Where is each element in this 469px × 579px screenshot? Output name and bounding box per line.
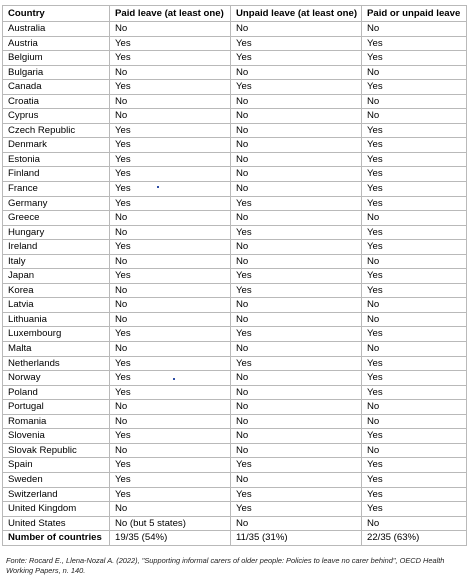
unpaid-leave-cell: Yes — [231, 487, 362, 502]
unpaid-leave-cell: No — [231, 152, 362, 167]
header-paid-or-unpaid: Paid or unpaid leave — [362, 6, 467, 22]
paid-or-unpaid-cell: No — [362, 22, 467, 37]
leave-policy-table — [2, 5, 467, 546]
unpaid-leave-cell: No — [231, 371, 362, 386]
total-value: 22/35 (63%) — [362, 531, 467, 546]
paid-leave-cell: Yes — [110, 371, 231, 386]
paid-or-unpaid-cell: Yes — [362, 182, 467, 197]
unpaid-leave-cell: No — [231, 312, 362, 327]
table-row — [3, 94, 467, 109]
paid-or-unpaid-cell: Yes — [362, 429, 467, 444]
unpaid-leave-cell: No — [231, 109, 362, 124]
paid-leave-cell: Yes — [110, 385, 231, 400]
unpaid-leave-cell: No — [231, 298, 362, 313]
paid-or-unpaid-cell: Yes — [362, 167, 467, 182]
country-cell: Norway — [3, 371, 110, 386]
table-row — [3, 414, 467, 429]
unpaid-leave-cell: No — [231, 211, 362, 226]
paid-leave-cell: Yes — [110, 487, 231, 502]
source-note: Fonte: Rocard E., Llena-Nozal A. (2022), "Supporting informal carers of older people: Policies to leave no carer behind", OECD Health Working Papers, n. 140. — [6, 556, 445, 575]
unpaid-leave-cell: No — [231, 443, 362, 458]
table-row — [3, 312, 467, 327]
table-row — [3, 65, 467, 80]
paid-or-unpaid-cell: Yes — [362, 138, 467, 153]
country-cell: Canada — [3, 80, 110, 95]
unpaid-leave-cell: Yes — [231, 458, 362, 473]
table-row — [3, 342, 467, 357]
paid-leave-cell: Yes — [110, 36, 231, 51]
total-label: Number of countries — [3, 531, 110, 546]
paid-leave-cell: Yes — [110, 327, 231, 342]
country-cell: Korea — [3, 283, 110, 298]
table-row — [3, 225, 467, 240]
table-row — [3, 138, 467, 153]
country-cell: Netherlands — [3, 356, 110, 371]
paid-leave-cell: No — [110, 414, 231, 429]
table-row — [3, 516, 467, 531]
table-row — [3, 429, 467, 444]
paid-or-unpaid-cell: Yes — [362, 458, 467, 473]
paid-or-unpaid-cell: No — [362, 312, 467, 327]
country-cell: Switzerland — [3, 487, 110, 502]
table-row — [3, 502, 467, 517]
paid-or-unpaid-cell: Yes — [362, 152, 467, 167]
paid-leave-cell: No — [110, 65, 231, 80]
country-cell: Ireland — [3, 240, 110, 255]
country-cell: Portugal — [3, 400, 110, 415]
country-cell: Slovenia — [3, 429, 110, 444]
unpaid-leave-cell: No — [231, 138, 362, 153]
table-body — [3, 22, 467, 546]
unpaid-leave-cell: Yes — [231, 51, 362, 66]
paid-or-unpaid-cell: Yes — [362, 240, 467, 255]
country-cell: Latvia — [3, 298, 110, 313]
country-cell: Croatia — [3, 94, 110, 109]
paid-or-unpaid-cell: Yes — [362, 283, 467, 298]
header-paid-leave: Paid leave (at least one) — [110, 6, 231, 22]
paid-leave-cell: No — [110, 298, 231, 313]
country-cell: Greece — [3, 211, 110, 226]
stray-mark-dot — [173, 378, 175, 380]
paid-or-unpaid-cell: No — [362, 342, 467, 357]
unpaid-leave-cell: Yes — [231, 283, 362, 298]
paid-leave-cell: Yes — [110, 138, 231, 153]
header-country: Country — [3, 6, 110, 22]
unpaid-leave-cell: Yes — [231, 269, 362, 284]
paid-leave-cell: Yes — [110, 458, 231, 473]
table-row — [3, 80, 467, 95]
country-cell: Slovak Republic — [3, 443, 110, 458]
country-cell: Finland — [3, 167, 110, 182]
total-value: 19/35 (54%) — [110, 531, 231, 546]
paid-or-unpaid-cell: No — [362, 254, 467, 269]
unpaid-leave-cell: No — [231, 472, 362, 487]
country-cell: Spain — [3, 458, 110, 473]
unpaid-leave-cell: No — [231, 400, 362, 415]
paid-or-unpaid-cell: No — [362, 516, 467, 531]
country-cell: Belgium — [3, 51, 110, 66]
table-row — [3, 472, 467, 487]
paid-leave-cell: No — [110, 109, 231, 124]
table-row — [3, 283, 467, 298]
paid-or-unpaid-cell: Yes — [362, 269, 467, 284]
paid-or-unpaid-cell: Yes — [362, 196, 467, 211]
unpaid-leave-cell: No — [231, 429, 362, 444]
table-row — [3, 327, 467, 342]
paid-leave-cell: Yes — [110, 167, 231, 182]
table-row — [3, 443, 467, 458]
paid-leave-cell: Yes — [110, 123, 231, 138]
paid-or-unpaid-cell: No — [362, 443, 467, 458]
table-row — [3, 400, 467, 415]
table-row — [3, 298, 467, 313]
paid-leave-cell: No (but 5 states) — [110, 516, 231, 531]
paid-or-unpaid-cell: No — [362, 94, 467, 109]
unpaid-leave-cell: No — [231, 414, 362, 429]
country-cell: Denmark — [3, 138, 110, 153]
paid-leave-cell: Yes — [110, 429, 231, 444]
table-row — [3, 182, 467, 197]
paid-leave-cell: No — [110, 312, 231, 327]
country-cell: Luxembourg — [3, 327, 110, 342]
country-cell: Romania — [3, 414, 110, 429]
paid-leave-cell: No — [110, 443, 231, 458]
paid-or-unpaid-cell: No — [362, 400, 467, 415]
country-cell: Malta — [3, 342, 110, 357]
table-row — [3, 254, 467, 269]
paid-leave-cell: No — [110, 94, 231, 109]
table-row — [3, 196, 467, 211]
unpaid-leave-cell: No — [231, 516, 362, 531]
unpaid-leave-cell: Yes — [231, 225, 362, 240]
paid-leave-cell: No — [110, 211, 231, 226]
paid-or-unpaid-cell: Yes — [362, 225, 467, 240]
unpaid-leave-cell: Yes — [231, 196, 362, 211]
table-row — [3, 458, 467, 473]
country-cell: Germany — [3, 196, 110, 211]
paid-leave-cell: No — [110, 342, 231, 357]
paid-or-unpaid-cell: Yes — [362, 356, 467, 371]
unpaid-leave-cell: Yes — [231, 36, 362, 51]
paid-leave-cell: Yes — [110, 240, 231, 255]
table-row — [3, 487, 467, 502]
country-cell: Italy — [3, 254, 110, 269]
country-cell: Cyprus — [3, 109, 110, 124]
paid-or-unpaid-cell: Yes — [362, 502, 467, 517]
unpaid-leave-cell: Yes — [231, 502, 362, 517]
table-row — [3, 167, 467, 182]
paid-or-unpaid-cell: Yes — [362, 472, 467, 487]
paid-leave-cell: Yes — [110, 196, 231, 211]
stray-mark-dot — [157, 186, 159, 188]
table-row — [3, 152, 467, 167]
unpaid-leave-cell: No — [231, 254, 362, 269]
country-cell: Sweden — [3, 472, 110, 487]
header-unpaid-leave: Unpaid leave (at least one) — [231, 6, 362, 22]
country-cell: Estonia — [3, 152, 110, 167]
table-row — [3, 240, 467, 255]
country-cell: Australia — [3, 22, 110, 37]
country-cell: United States — [3, 516, 110, 531]
paid-leave-cell: No — [110, 283, 231, 298]
total-row — [3, 531, 467, 546]
country-cell: Poland — [3, 385, 110, 400]
table-row — [3, 109, 467, 124]
paid-leave-cell: No — [110, 22, 231, 37]
unpaid-leave-cell: No — [231, 167, 362, 182]
country-cell: Lithuania — [3, 312, 110, 327]
paid-or-unpaid-cell: Yes — [362, 327, 467, 342]
paid-or-unpaid-cell: Yes — [362, 36, 467, 51]
unpaid-leave-cell: Yes — [231, 80, 362, 95]
paid-leave-cell: Yes — [110, 152, 231, 167]
table-row — [3, 51, 467, 66]
table-row — [3, 22, 467, 37]
country-cell: Bulgaria — [3, 65, 110, 80]
paid-leave-cell: Yes — [110, 269, 231, 284]
paid-or-unpaid-cell: Yes — [362, 123, 467, 138]
paid-or-unpaid-cell: No — [362, 211, 467, 226]
unpaid-leave-cell: No — [231, 385, 362, 400]
country-cell: Japan — [3, 269, 110, 284]
unpaid-leave-cell: No — [231, 22, 362, 37]
paid-leave-cell: Yes — [110, 51, 231, 66]
country-cell: Hungary — [3, 225, 110, 240]
table-row — [3, 123, 467, 138]
paid-or-unpaid-cell: Yes — [362, 487, 467, 502]
table-row — [3, 385, 467, 400]
paid-or-unpaid-cell: Yes — [362, 51, 467, 66]
paid-leave-cell: Yes — [110, 472, 231, 487]
paid-or-unpaid-cell: Yes — [362, 385, 467, 400]
leave-policy-table-container — [2, 5, 466, 546]
table-row — [3, 371, 467, 386]
paid-leave-cell: Yes — [110, 182, 231, 197]
table-row — [3, 356, 467, 371]
paid-leave-cell: No — [110, 225, 231, 240]
paid-or-unpaid-cell: Yes — [362, 371, 467, 386]
unpaid-leave-cell: No — [231, 182, 362, 197]
unpaid-leave-cell: No — [231, 240, 362, 255]
unpaid-leave-cell: No — [231, 94, 362, 109]
table-header-row — [3, 6, 467, 22]
paid-leave-cell: No — [110, 254, 231, 269]
paid-or-unpaid-cell: No — [362, 109, 467, 124]
paid-leave-cell: No — [110, 502, 231, 517]
paid-or-unpaid-cell: No — [362, 298, 467, 313]
unpaid-leave-cell: Yes — [231, 356, 362, 371]
country-cell: Czech Republic — [3, 123, 110, 138]
paid-or-unpaid-cell: No — [362, 65, 467, 80]
table-row — [3, 269, 467, 284]
country-cell: France — [3, 182, 110, 197]
unpaid-leave-cell: No — [231, 342, 362, 357]
unpaid-leave-cell: Yes — [231, 327, 362, 342]
paid-leave-cell: Yes — [110, 80, 231, 95]
table-row — [3, 211, 467, 226]
paid-or-unpaid-cell: Yes — [362, 80, 467, 95]
paid-or-unpaid-cell: No — [362, 414, 467, 429]
paid-leave-cell: Yes — [110, 356, 231, 371]
paid-leave-cell: No — [110, 400, 231, 415]
table-row — [3, 36, 467, 51]
unpaid-leave-cell: No — [231, 123, 362, 138]
country-cell: United Kingdom — [3, 502, 110, 517]
unpaid-leave-cell: No — [231, 65, 362, 80]
country-cell: Austria — [3, 36, 110, 51]
total-value: 11/35 (31%) — [231, 531, 362, 546]
